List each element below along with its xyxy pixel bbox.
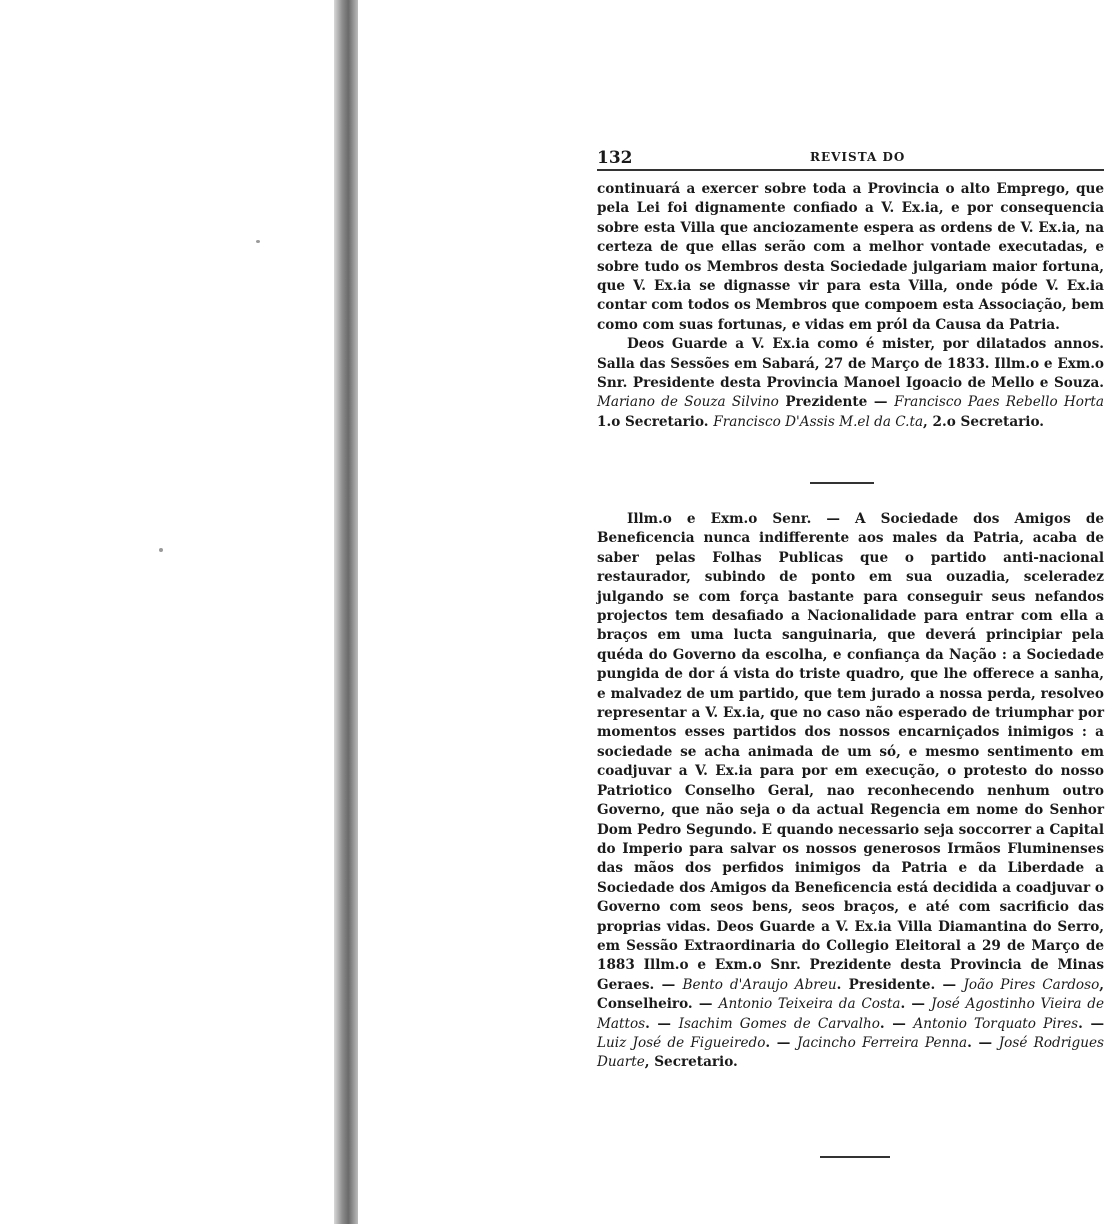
signatory-name: Antonio Teixeira da Costa [718, 996, 901, 1013]
page-number: 132 [597, 148, 633, 168]
signatory-name: José Rodrigues Duarte [597, 1034, 1105, 1071]
signatory-name: Isachim Gomes de Carvalho [678, 1015, 880, 1032]
signatory-sep: . — [765, 1034, 791, 1051]
signatory-name: Bento d'Araujo Abreu [682, 976, 837, 993]
letter-one [597, 180, 1104, 432]
signatory-sep: . — [1078, 1015, 1105, 1032]
signatory-name: Francisco D'Assis M.el da C.ta [713, 413, 924, 430]
page-gutter-shadow [334, 0, 358, 1224]
letter-one-body: continuará a exercer sobre toda a Provincia o alto Emprego, que pela Lei foi dignamente confiado a V. Ex.ia, e por consequencia sobre esta Villa que anciozamente espera as ordens de V. Ex.ia, na certeza de que ellas serão com a melhor vontade executadas, e sobre tudo os Membros desta Sociedade julgariam maior fortuna, que V. Ex.ia se dignasse vir para esta Villa, onde póde V. Ex.ia contar com todos os Membros que compoem esta Associação, bem como com suas fortunas, e vidas em pról da Causa da Patria. [597, 181, 1104, 333]
page-header [597, 148, 1104, 170]
signatory-sep: . — [900, 996, 925, 1013]
signatory-name: João Pires Cardoso [963, 976, 1100, 993]
signatory-name: Francisco Paes Rebello Horta [894, 394, 1104, 411]
letter-two-body [597, 510, 1104, 1073]
signatory-name: Antonio Torquato Pires [913, 1015, 1079, 1032]
running-head: REVISTA DO [810, 150, 906, 164]
signatory-role: , Conselheiro. — [597, 976, 1105, 1013]
letter-two [597, 510, 1104, 1073]
closing-text: Deos Guarde a V. Ex.ia como é mister, por dilatados annos. Salla das Sessões em Sabará, 27 de Março de 1833. Illm.o e Exm.o Snr. Presidente desta Provincia Manoel Igoacio de Mello e Souza. [597, 336, 1104, 392]
signatory-name: Mariano de Souza Silvino [597, 394, 779, 411]
scan-speck [256, 240, 260, 243]
signatory-role: Prezidente — [785, 394, 888, 411]
signatory-role: , 2.o Secretario. [923, 413, 1045, 430]
signatory-name: José Agostinho Vieira de Mattos [597, 996, 1105, 1032]
section-separator [820, 1156, 890, 1158]
section-separator [810, 482, 874, 484]
signatory-sep: . — [645, 1015, 672, 1032]
letter-one-closing [597, 335, 1104, 432]
signatory-sep: . — [879, 1015, 906, 1032]
signatory-role: , Secretario. [644, 1054, 738, 1071]
signatory-name: Luiz José de Figueiredo [597, 1034, 766, 1051]
signatory-sep: . — [967, 1034, 993, 1051]
scan-speck [159, 548, 163, 552]
signatory-role: 1.o Secretario. [597, 413, 709, 430]
letter-two-text: Illm.o e Exm.o Senr. — A Sociedade dos Amigos de Beneficencia nunca indifferente aos males da Patria, acaba de saber pelas Folhas Publicas que o partido anti-nacional restaurador, subindo de ponto em sua ouzadia, sceleradez julgando se com força bastante para conseguir seus nefandos projectos tem desafiado a Nacionalidade para entrar com ella a braços em uma lucta sanguinaria, que deverá principiar pela quéda do Governo da escolha, e confiança da Nação : a Sociedade pungida de dor á vista do triste quadro, que lhe offerece a sanha, e malvadez de um partido, que tem jurado a nossa perda, resolveo representar a V. Ex.ia, que no caso não esperado de triumphar por momentos esses partidos dos nossos encarniçados inimigos : a sociedade se acha animada de um só, e mesmo sentimento em coadjuvar a V. Ex.ia para por em execução, o protesto do nosso Patriotico Conselho Geral, nao reconhecendo nenhum outro Governo, que não seja o da actual Regencia em nome do Senhor Dom Pedro Segundo. E quando necessario seja soccorrer a Capital do Imperio para salvar os nossos generosos Irmãos Fluminenses das mãos dos perfidos inimigos da Patria e da Liberdade a Sociedade dos Amigos da Beneficencia está decidida a coadjuvar o Governo com seos bens, seos braços, e até com sacrificio das proprias vidas. Deos Guarde a V. Ex.ia Villa Diamantina do Serro, em Sessão Extraordinaria do Collegio Eleitoral a 29 de Março de 1883 Illm.o e Exm.o Snr. Prezidente desta Provincia de Minas Geraes. — [597, 511, 1104, 993]
signatory-role: . Presidente. — [836, 976, 957, 993]
header-rule [597, 169, 1104, 171]
signatory-name: Jacincho Ferreira Penna [796, 1034, 968, 1051]
